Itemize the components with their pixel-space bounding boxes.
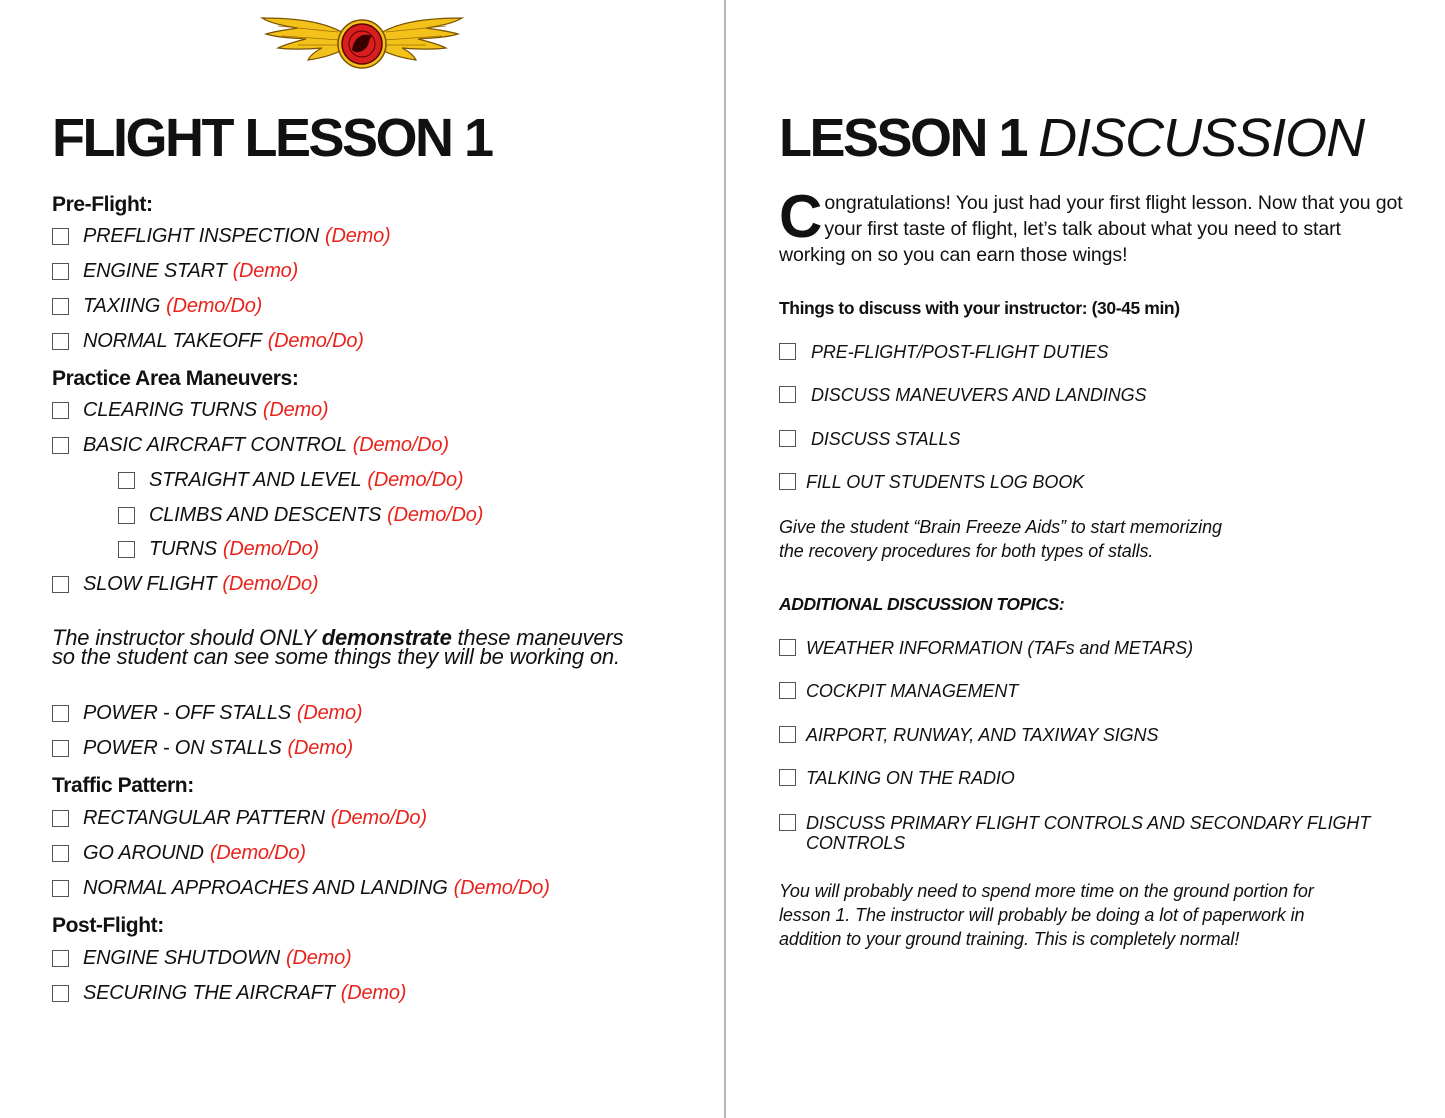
- item-label: SLOW FLIGHT: [83, 572, 217, 595]
- checklist-item[interactable]: [52, 328, 364, 354]
- checklist-item[interactable]: [52, 980, 406, 1006]
- checkbox[interactable]: [118, 472, 135, 489]
- item-tag: (Demo/Do): [453, 876, 550, 899]
- discuss-item[interactable]: [779, 429, 960, 449]
- note-text-line2: so the student can see some things they will be working on.: [52, 644, 620, 669]
- item-label: CLIMBS AND DESCENTS: [149, 503, 382, 526]
- item-tag: (Demo): [286, 946, 352, 969]
- checkbox[interactable]: [52, 985, 69, 1002]
- item-label: POWER - OFF STALLS: [83, 701, 291, 724]
- item-label: GO AROUND: [83, 841, 204, 864]
- item-tag: (Demo): [262, 398, 329, 421]
- instructor-note: [52, 625, 624, 669]
- note-emphasis: demonstrate: [321, 625, 452, 650]
- item-tag: (Demo/Do): [222, 537, 319, 560]
- checkbox[interactable]: [779, 343, 796, 360]
- note-line: Give the student “Brain Freeze Aids” to start memorizing: [779, 517, 1222, 537]
- checkbox[interactable]: [52, 810, 69, 827]
- pilot-wings-logo: [258, 12, 466, 74]
- item-tag: (Demo): [296, 701, 363, 724]
- closing-note: [779, 879, 1399, 951]
- checkbox[interactable]: [52, 298, 69, 315]
- topic-item[interactable]: [779, 768, 1015, 788]
- checklist-subitem[interactable]: [118, 467, 463, 493]
- section-heading-practice-area: Practice Area Maneuvers:: [52, 367, 299, 390]
- checkbox[interactable]: [779, 473, 796, 490]
- item-label: BASIC AIRCRAFT CONTROL: [83, 433, 347, 456]
- checklist-item[interactable]: [52, 805, 427, 831]
- checklist-item[interactable]: [52, 293, 262, 319]
- checkbox[interactable]: [52, 880, 69, 897]
- checkbox[interactable]: [52, 402, 69, 419]
- discuss-item[interactable]: [779, 385, 1146, 405]
- checkbox[interactable]: [779, 639, 796, 656]
- page-divider: [724, 0, 726, 1118]
- note-text: these maneuvers: [451, 625, 624, 650]
- item-label: COCKPIT MANAGEMENT: [806, 681, 1019, 701]
- discuss-item[interactable]: [779, 342, 1108, 362]
- checkbox[interactable]: [118, 507, 135, 524]
- item-label: WEATHER INFORMATION (TAFs and METARS): [806, 638, 1193, 658]
- item-label: ENGINE START: [83, 259, 227, 282]
- checklist-subitem[interactable]: [118, 536, 319, 562]
- checkbox[interactable]: [52, 333, 69, 350]
- item-tag: (Demo/Do): [166, 294, 263, 317]
- checklist-item[interactable]: [52, 397, 328, 423]
- item-tag: (Demo/Do): [352, 433, 449, 456]
- checkbox[interactable]: [52, 437, 69, 454]
- item-tag: (Demo/Do): [209, 841, 306, 864]
- item-tag: (Demo/Do): [222, 572, 319, 595]
- note-line: the recovery procedures for both types of stalls.: [779, 541, 1154, 561]
- item-tag: (Demo): [287, 736, 353, 759]
- item-tag: (Demo/Do): [367, 468, 464, 491]
- discussion-title: [779, 108, 1364, 168]
- checklist-item[interactable]: [52, 735, 353, 761]
- item-label: POWER - ON STALLS: [83, 736, 282, 759]
- checklist-item[interactable]: [52, 258, 298, 284]
- item-label: AIRPORT, RUNWAY, AND TAXIWAY SIGNS: [806, 725, 1159, 745]
- item-tag: (Demo): [232, 259, 299, 282]
- note-line: lesson 1. The instructor will probably be doing a lot of paperwork in: [779, 905, 1305, 925]
- item-label: DISCUSS STALLS: [811, 429, 961, 449]
- note-text: The instructor should ONLY: [52, 625, 322, 650]
- topic-item[interactable]: [779, 681, 1018, 701]
- item-label: SECURING THE AIRCRAFT: [83, 981, 335, 1004]
- item-label: DISCUSS MANEUVERS AND LANDINGS: [811, 385, 1147, 405]
- item-label: ENGINE SHUTDOWN: [83, 946, 281, 969]
- item-label: TALKING ON THE RADIO: [806, 768, 1015, 788]
- intro-text: ongratulations! You just had your first flight lesson. Now that you got your first taste of flight, let’s talk about what you need to start working on so you can earn those wings!: [779, 192, 1403, 266]
- drop-cap: C: [779, 183, 821, 250]
- item-label: PRE-FLIGHT/POST-FLIGHT DUTIES: [811, 342, 1109, 362]
- checkbox[interactable]: [52, 263, 69, 280]
- item-label: TURNS: [149, 537, 217, 560]
- checklist-item[interactable]: [52, 700, 362, 726]
- page-title: FLIGHT LESSON 1: [52, 108, 492, 168]
- checklist-item[interactable]: [52, 432, 449, 458]
- title-bold: LESSON 1: [779, 108, 1027, 168]
- item-tag: (Demo/Do): [330, 806, 427, 829]
- brain-freeze-note: [779, 515, 1399, 563]
- checklist-item[interactable]: [52, 875, 550, 901]
- item-tag: (Demo/Do): [387, 503, 484, 526]
- item-label: PREFLIGHT INSPECTION: [83, 224, 320, 247]
- note-line: addition to your ground training. This is completely normal!: [779, 929, 1240, 949]
- checkbox[interactable]: [52, 950, 69, 967]
- checkbox[interactable]: [52, 740, 69, 757]
- checkbox[interactable]: [52, 228, 69, 245]
- checklist-subitem[interactable]: [118, 502, 483, 528]
- topic-item[interactable]: [779, 725, 1158, 745]
- item-label: FILL OUT STUDENTS LOG BOOK: [806, 472, 1085, 492]
- checkbox[interactable]: [779, 814, 796, 831]
- section-heading-postflight: Post-Flight:: [52, 914, 164, 937]
- intro-paragraph: [779, 183, 1409, 268]
- section-heading-traffic-pattern: Traffic Pattern:: [52, 774, 194, 797]
- checkbox[interactable]: [779, 430, 796, 447]
- item-tag: (Demo): [340, 981, 407, 1004]
- item-label: STRAIGHT AND LEVEL: [149, 468, 362, 491]
- discuss-heading: Things to discuss with your instructor: (30-45 min): [779, 298, 1180, 318]
- item-label: DISCUSS PRIMARY FLIGHT CONTROLS AND SECONDARY FLIGHT CONTROLS: [806, 813, 1371, 853]
- discuss-item[interactable]: [779, 472, 1084, 492]
- checklist-item[interactable]: [52, 945, 352, 971]
- topic-item[interactable]: [779, 813, 1386, 853]
- item-label: TAXIING: [83, 294, 161, 317]
- item-label: NORMAL TAKEOFF: [83, 329, 262, 352]
- item-label: RECTANGULAR PATTERN: [83, 806, 325, 829]
- section-heading-preflight: Pre-Flight:: [52, 193, 153, 216]
- item-label: NORMAL APPROACHES AND LANDING: [83, 876, 448, 899]
- checkbox[interactable]: [779, 386, 796, 403]
- checkbox[interactable]: [779, 682, 796, 699]
- item-tag: (Demo/Do): [267, 329, 364, 352]
- checkbox[interactable]: [779, 726, 796, 743]
- title-italic: DISCUSSION: [1038, 108, 1365, 168]
- checkbox[interactable]: [118, 541, 135, 558]
- item-tag: (Demo): [325, 224, 391, 247]
- checkbox[interactable]: [52, 705, 69, 722]
- note-line: You will probably need to spend more time on the ground portion for: [779, 881, 1314, 901]
- checkbox[interactable]: [779, 769, 796, 786]
- additional-heading: ADDITIONAL DISCUSSION TOPICS:: [779, 594, 1065, 614]
- right-page: [727, 0, 1445, 1118]
- checkbox[interactable]: [52, 845, 69, 862]
- topic-item[interactable]: [779, 638, 1193, 658]
- checkbox[interactable]: [52, 576, 69, 593]
- item-label: CLEARING TURNS: [83, 398, 257, 421]
- checklist-item[interactable]: [52, 571, 318, 597]
- checklist-item[interactable]: [52, 840, 306, 866]
- checklist-item[interactable]: [52, 223, 391, 249]
